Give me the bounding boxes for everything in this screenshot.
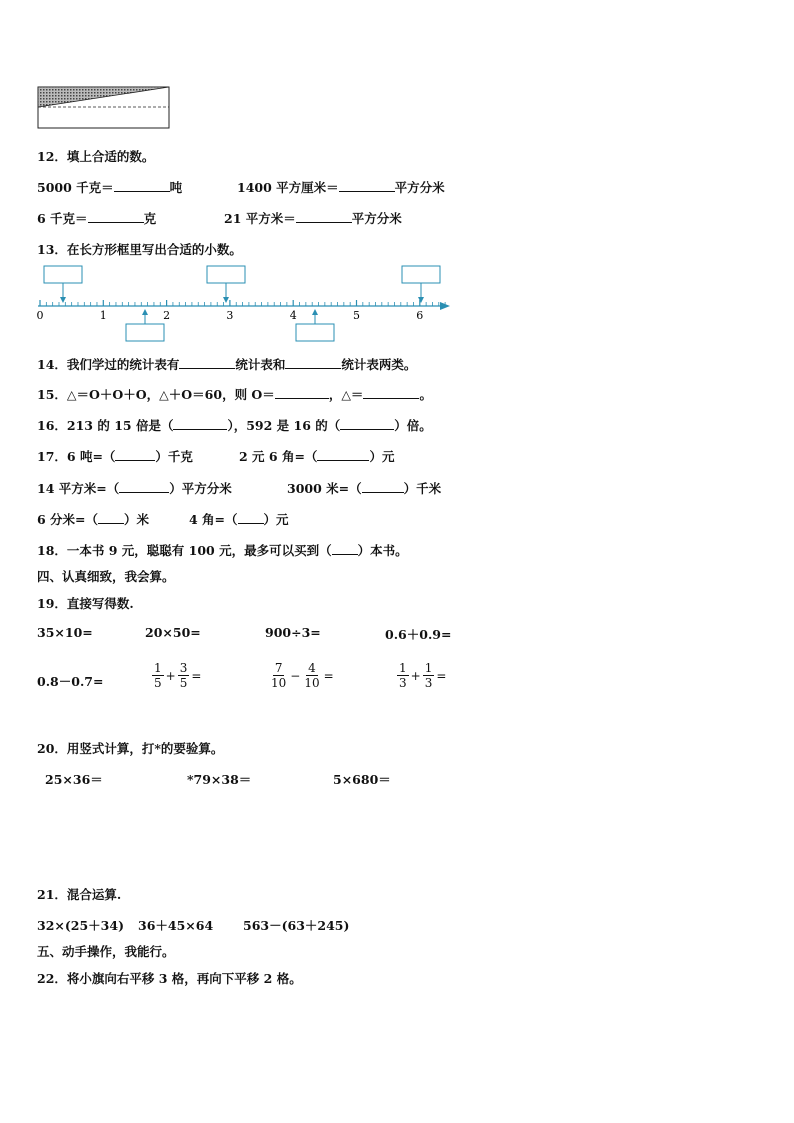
q19-title: 19．直接写得数. (37, 596, 134, 611)
answer-box-1[interactable] (44, 266, 82, 283)
answer-blank[interactable] (317, 448, 369, 461)
q17-item-1-text: 17．6 吨=（ (37, 449, 116, 464)
answer-blank[interactable] (88, 210, 144, 223)
tick-label: 3 (226, 309, 234, 322)
q19-expr-2: 20×50= (145, 625, 201, 640)
tick-label: 6 (416, 309, 424, 322)
tick-label: 1 (99, 309, 107, 322)
q14 (37, 355, 416, 373)
q19-fraction-expr-1: $\frac{1}{5}$ + $\frac{3}{5}$ = (154, 661, 202, 690)
section-4-heading: 四、认真细致，我会算。 (37, 569, 175, 584)
q16-text-2: ），592 是 16 的（ (227, 418, 341, 433)
answer-blank[interactable] (119, 480, 169, 493)
tick-label: 5 (353, 309, 360, 322)
q15 (37, 385, 432, 403)
answer-blank[interactable] (340, 417, 394, 430)
answer-box-2[interactable] (207, 266, 245, 283)
q12-item-3-text: 6 千克＝ (37, 211, 88, 226)
answer-blank[interactable] (285, 356, 341, 369)
answer-blank[interactable] (173, 417, 227, 430)
answer-blank[interactable] (115, 448, 155, 461)
q13-title: 13．在长方形框里写出合适的小数。 (37, 242, 242, 257)
q19-fraction-expr-3: $\frac{1}{3}$ + $\frac{1}{3}$ = (399, 661, 447, 690)
answer-blank[interactable] (98, 511, 124, 524)
q12-item-1-unit: 吨 (169, 180, 183, 195)
q16-text-1: 16．213 的 15 倍是（ (37, 418, 174, 433)
q12-item-1-text: 5000 千克＝ (37, 180, 114, 195)
q20-expr-3: 5×680＝ (333, 772, 391, 787)
q14-text-2: 统计表和 (235, 357, 286, 372)
q17-item-5-text: 6 分米=（ (37, 512, 99, 527)
tick-label: 0 (36, 309, 44, 322)
q17-item-3 (37, 479, 232, 497)
q12-title: 12．填上合适的数。 (37, 149, 155, 164)
q17-item-3-text: 14 平方米=（ (37, 481, 120, 496)
q19-fraction-expr-2: $\frac{7}{10}$ − $\frac{4}{10}$ = (271, 661, 334, 690)
q12-item-2-text: 1400 平方厘米＝ (237, 180, 339, 195)
q21-title: 21．混合运算. (37, 887, 122, 902)
q21-expr-2: 36＋45×64 (138, 918, 214, 933)
answer-box-4[interactable] (126, 324, 164, 341)
answer-blank[interactable] (238, 511, 264, 524)
q12-item-1 (37, 178, 182, 196)
tick-label: 4 (289, 309, 297, 322)
q17-item-4-text: 3000 米=（ (287, 481, 362, 496)
q15-text-2: ，△＝ (328, 387, 364, 402)
q22-title: 22．将小旗向右平移 3 格，再向下平移 2 格。 (37, 971, 302, 986)
q14-text-3: 统计表两类。 (341, 357, 417, 372)
q12-item-2 (237, 178, 445, 196)
q19-expr-1: 35×10= (37, 625, 93, 640)
q18-text-1: 18．一本书 9 元，聪聪有 100 元，最多可以买到（ (37, 543, 332, 558)
answer-blank[interactable] (339, 179, 395, 192)
q17-item-6-text: 4 角=（ (189, 512, 238, 527)
q12-item-3-unit: 克 (143, 211, 157, 226)
q12-item-4 (224, 209, 402, 227)
q19-expr-3: 900÷3= (265, 625, 321, 640)
q17-item-2-unit: ）元 (369, 449, 395, 464)
q19-expr-4: 0.6＋0.9= (385, 627, 452, 642)
answer-blank[interactable] (114, 179, 170, 192)
answer-blank[interactable] (362, 480, 404, 493)
q17-item-4 (287, 479, 441, 497)
q17-item-6-unit: ）元 (263, 512, 289, 527)
q14-text-1: 14．我们学过的统计表有 (37, 357, 180, 372)
q16-text-3: ）倍。 (394, 418, 432, 433)
q15-text-3: 。 (419, 387, 432, 402)
answer-blank[interactable] (179, 356, 235, 369)
q17-item-2 (239, 447, 394, 465)
tick-label: 2 (163, 309, 171, 322)
q20-expr-1: 25×36＝ (45, 772, 103, 787)
q12-item-2-unit: 平方分米 (394, 180, 445, 195)
q18 (37, 541, 408, 559)
q17-item-6 (189, 510, 289, 528)
q17-item-1 (37, 447, 193, 465)
answer-blank[interactable] (363, 386, 419, 399)
q17-item-4-unit: ）千米 (403, 481, 442, 496)
q19-expr-5: 0.8－0.7= (37, 674, 104, 689)
q16 (37, 416, 432, 434)
answer-blank[interactable] (332, 542, 358, 555)
q18-text-2: ）本书。 (357, 543, 408, 558)
number-line-ticks (40, 300, 445, 306)
q20-title: 20．用竖式计算，打*的要验算。 (37, 741, 224, 756)
q17-item-5-unit: ）米 (124, 512, 150, 527)
answer-blank[interactable] (296, 210, 352, 223)
answer-box-5[interactable] (296, 324, 334, 341)
q20-expr-2: *79×38＝ (187, 772, 252, 787)
shaded-rectangle-figure (37, 86, 171, 129)
q15-text-1: 15．△＝O＋O＋O，△＋O＝60，则 O＝ (37, 387, 275, 402)
q12-item-3 (37, 209, 156, 227)
q17-item-5 (37, 510, 149, 528)
section-5-heading: 五、动手操作，我能行。 (37, 944, 175, 959)
q17-item-2-text: 2 元 6 角=（ (239, 449, 318, 464)
number-line (34, 262, 454, 342)
q12-item-4-text: 21 平方米＝ (224, 211, 296, 226)
q21-expr-3: 563－(63＋245) (243, 918, 350, 933)
answer-box-3[interactable] (402, 266, 440, 283)
answer-blank[interactable] (275, 386, 329, 399)
q12-item-4-unit: 平方分米 (351, 211, 402, 226)
q17-item-3-unit: ）平方分米 (169, 481, 232, 496)
q21-expr-1: 32×(25＋34) (37, 918, 124, 933)
q17-item-1-unit: ）千克 (155, 449, 193, 464)
